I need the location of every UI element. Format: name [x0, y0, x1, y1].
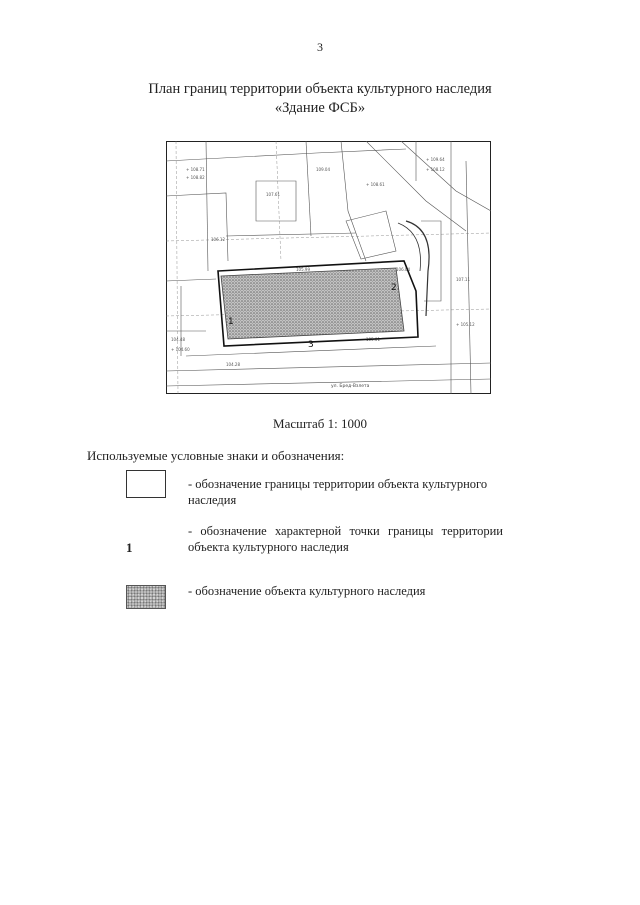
svg-text:104.48: 104.48 [171, 337, 185, 342]
legend-heritage-symbol [126, 585, 166, 609]
legend-heritage-text: - обозначение объекта культурного наследия [188, 584, 426, 598]
svg-text:106.04: 106.04 [396, 267, 410, 272]
legend-heading: Используемые условные знаки и обозначения: [87, 448, 345, 463]
map-scale: Масштаб 1: 1000 [273, 416, 367, 431]
legend-boundary-text: - обозначение границы территории объекта культурного наследия [188, 477, 488, 507]
svg-text:105.01: 105.01 [366, 337, 380, 342]
map-frame [167, 142, 491, 394]
heritage-object-area [221, 268, 404, 339]
point-label-3: 3 [308, 340, 314, 350]
legend-boundary-symbol [126, 470, 166, 498]
boundary-plan-map [166, 141, 491, 394]
svg-text:+ 108.12: + 108.12 [426, 167, 445, 172]
svg-text:+ 108.71: + 108.71 [186, 167, 205, 172]
svg-text:+ 105.12: + 105.12 [456, 322, 475, 327]
svg-text:104.28: 104.28 [226, 362, 240, 367]
title-line-1: План границ территории объекта культурного наследия [148, 81, 492, 97]
page-number: 3 [317, 40, 323, 54]
svg-text:105.99: 105.99 [296, 267, 310, 272]
title-line-2: «Здание ФСБ» [274, 100, 366, 116]
page-title [0, 80, 640, 118]
svg-text:+ 108.61: + 108.61 [366, 182, 385, 187]
svg-text:+ 109.64: + 109.64 [426, 157, 445, 162]
svg-text:107.61: 107.61 [266, 192, 280, 197]
point-label-1: 1 [228, 317, 234, 327]
svg-text:107.11: 107.11 [456, 277, 470, 282]
legend-point-text: - обозначение характерной точки границы территории объекта культурного наследия [188, 524, 503, 554]
map-street-label: ул. Бред-Взлета [331, 384, 370, 389]
svg-text:+ 108.82: + 108.82 [186, 175, 205, 180]
legend-point-symbol: 1 [126, 540, 133, 555]
point-label-2: 2 [391, 283, 397, 293]
svg-text:+ 104.60: + 104.60 [171, 347, 190, 352]
svg-text:106.12: 106.12 [211, 237, 225, 242]
svg-text:109.04: 109.04 [316, 167, 330, 172]
